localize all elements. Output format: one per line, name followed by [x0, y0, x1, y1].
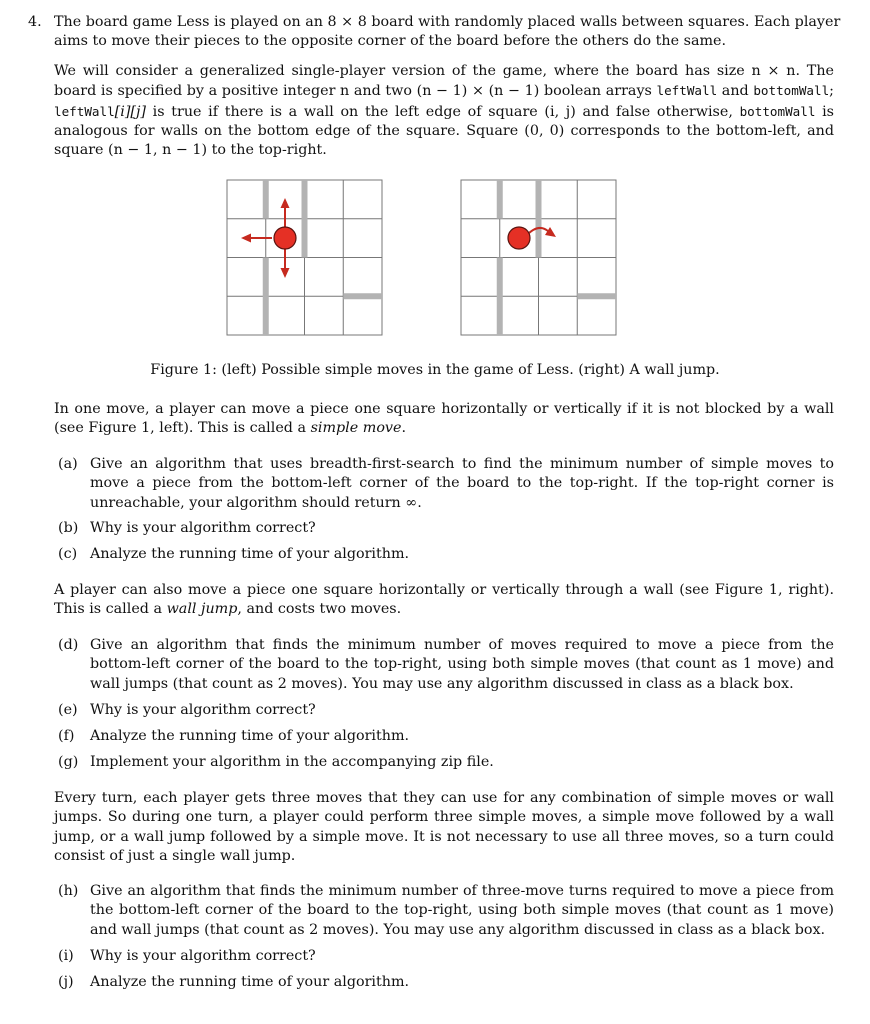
item-label: (c) — [58, 546, 78, 562]
item-text: Give an algorithm that finds the minimum number of three-move turns required to move a piece from the bottom-left corner of the board to the top-right, using both simple moves (that count as 1 move) and wall jumps (that count as 2 moves). You may use any algorithm discussed in class as a black box. — [90, 883, 834, 938]
item-text: Give an algorithm that finds the minimum number of moves required to move a piece from the bottom-left corner of the board to the top-right, using both simple moves (that count as 1 move) and wall jumps (that count as 2 moves). You may use any algorithm discussed in class as a black box. — [90, 637, 834, 692]
turns-paragraph: Every turn, each player gets three moves that they can use for any combination of simple moves or wall jumps. So during one turn, a player could perform three simple moves, a simple move followed by a wall jump, or a wall jump followed by a simple move. It is not necessary to use all three moves, so a turn could consist of just a single wall jump. — [54, 790, 834, 864]
item-text: Analyze the running time of your algorithm. — [90, 546, 410, 562]
board-left — [226, 179, 384, 339]
list-item — [58, 727, 834, 746]
item-label: (a) — [58, 456, 78, 472]
figure-left-simple-moves — [226, 179, 384, 339]
item-label: (d) — [58, 637, 79, 653]
code-leftwall-ij: leftWall — [54, 103, 115, 119]
game-piece — [274, 227, 296, 249]
item-label: (b) — [58, 520, 79, 536]
simple-move-term: simple move — [310, 420, 402, 437]
board-right — [460, 179, 618, 339]
item-text: Implement your algorithm in the accompanying zip file. — [90, 754, 494, 770]
item-label: (e) — [58, 702, 78, 718]
item-label: (g) — [58, 754, 79, 770]
index-ij: [i][j] — [114, 103, 146, 120]
arrowhead-left — [241, 234, 251, 243]
list-item — [58, 753, 834, 772]
simple-move-text-2: . — [401, 420, 407, 437]
setup-text-5: is analogous for walls on the bottom edge of the square. Square (0, 0) corresponds to the bottom-left, and square (n − 1, n − 1) to the top-right. — [54, 103, 834, 159]
code-leftwall: leftWall — [656, 83, 718, 99]
game-piece — [508, 227, 530, 249]
setup-text-1: We will consider a generalized single-player version of the game, where the board has size n × n. The board is specified by a positive integer n and two (n − 1) × (n − 1) boolean arrays — [54, 63, 834, 100]
list-item — [58, 947, 834, 966]
setup-text-2: and — [717, 83, 754, 100]
arrowhead-down — [281, 268, 290, 278]
item-text: Give an algorithm that uses breadth-first-search to find the minimum number of simple moves to move a piece from the bottom-left corner of the board to the top-right. If the top-right corner is unreachable, your algorithm should return ∞. — [90, 456, 834, 511]
question-intro-line2: aims to move their pieces to the opposite corner of the board before the others do the same. — [54, 33, 727, 50]
question-intro-line1: The board game Less is played on an 8 × 8 board with randomly placed walls between squares. Each player — [54, 14, 841, 30]
wall-jump-paragraph — [54, 581, 834, 620]
list-item — [58, 455, 834, 513]
question-number: 4. — [28, 14, 42, 30]
list-item — [58, 545, 834, 564]
figure-caption: Figure 1: (left) Possible simple moves in the game of Less. (right) A wall jump. — [150, 362, 720, 378]
item-text: Why is your algorithm correct? — [90, 520, 316, 536]
wall-jump-text-2: , and costs two moves. — [237, 601, 402, 618]
figure-right-wall-jump — [460, 179, 618, 339]
wall-jump-term: wall jump — [166, 601, 238, 618]
code-bottomwall: bottomWall — [753, 83, 830, 99]
item-text: Analyze the running time of your algorithm. — [90, 728, 410, 744]
item-text: Why is your algorithm correct? — [90, 702, 316, 718]
simple-move-paragraph — [54, 400, 834, 439]
list-item — [58, 882, 834, 940]
item-text: Analyze the running time of your algorithm. — [90, 974, 410, 990]
item-text: Why is your algorithm correct? — [90, 948, 316, 964]
list-item — [58, 636, 834, 694]
item-label: (i) — [58, 948, 74, 964]
question-intro — [54, 13, 841, 52]
code-bottomwall-2: bottomWall — [739, 103, 816, 119]
list-item — [58, 701, 834, 720]
item-label: (f) — [58, 728, 75, 744]
list-item — [58, 519, 834, 538]
arrowhead-jump — [545, 227, 556, 237]
simple-move-text-1: In one move, a player can move a piece one square horizontally or vertically if it is not blocked by a wall (see Figure 1, left). This is called a — [54, 401, 834, 437]
setup-text-4: is true if there is a wall on the left edge of square (i, j) and false otherwise, — [146, 103, 740, 120]
wall-jump-text-1: A player can also move a piece one square horizontally or vertically through a wall (see Figure 1, right). This is called a — [54, 582, 834, 618]
item-label: (j) — [58, 974, 74, 990]
setup-paragraph — [54, 62, 834, 160]
arrowhead-up — [281, 198, 290, 208]
setup-text-3: ; — [829, 83, 834, 100]
list-item — [58, 973, 834, 992]
item-label: (h) — [58, 883, 79, 899]
